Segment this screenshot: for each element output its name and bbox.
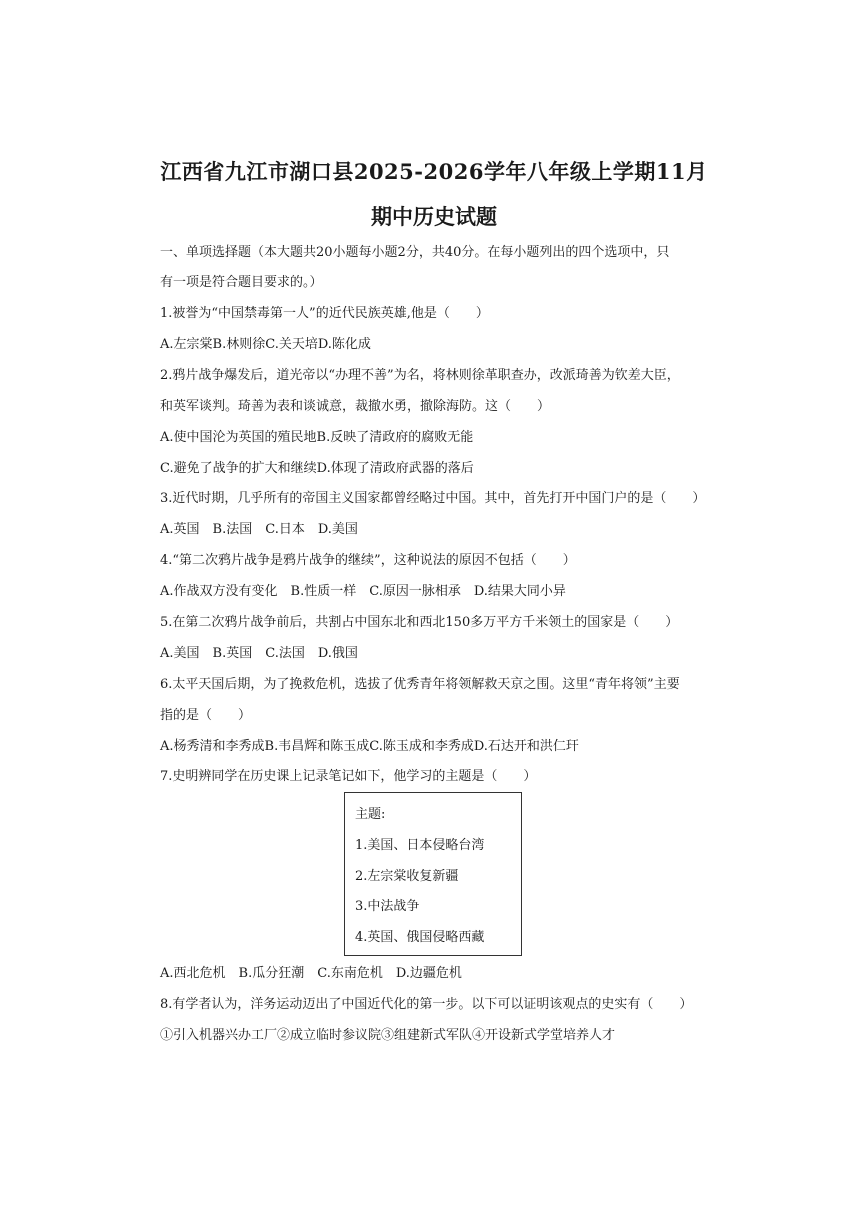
q2-stem-line1: 2.鸦片战争爆发后，道光帝以“办理不善”为名，将林则徐革职查办，改派琦善为钦差大臣， <box>160 368 680 383</box>
q7-notes-item-3: 3.中法战争 <box>355 899 420 914</box>
q2-options-line2: C.避免了战争的扩大和继续D.体现了清政府武器的落后 <box>160 461 474 476</box>
q6-stem-line2: 指的是（ ） <box>160 708 252 723</box>
q4-options: A.作战双方没有变化 B.性质一样 C.原因一脉相承 D.结果大同小异 <box>160 584 566 599</box>
q7-options: A.西北危机 B.瓜分狂潮 C.东南危机 D.边疆危机 <box>160 966 462 981</box>
q8-stem: 8.有学者认为，洋务运动迈出了中国近代化的第一步。以下可以证明该观点的史实有（ ） <box>160 997 693 1012</box>
exam-title-line1: 江西省九江市湖口县2025-2026学年八年级上学期11月 <box>160 159 708 184</box>
q3-stem: 3.近代时期，几乎所有的帝国主义国家都曾经略过中国。其中，首先打开中国门户的是（ ） <box>160 491 706 506</box>
q6-stem-line1: 6.太平天国后期，为了挽救危机，选拔了优秀青年将领解救天京之围。这里“青年将领”主要 <box>160 677 680 692</box>
q7-stem: 7.史明辨同学在历史课上记录笔记如下，他学习的主题是（ ） <box>160 769 537 784</box>
q7-notes-header: 主题: <box>355 807 386 822</box>
q7-notes-box <box>344 792 522 956</box>
q5-options: A.美国 B.英国 C.法国 D.俄国 <box>160 646 358 661</box>
q4-stem: 4.“第二次鸦片战争是鸦片战争的继续”，这种说法的原因不包括（ ） <box>160 553 576 568</box>
q8-items: ①引入机器兴办工厂②成立临时参议院③组建新式军队④开设新式学堂培养人才 <box>160 1028 616 1043</box>
q5-stem: 5.在第二次鸦片战争前后，共割占中国东北和西北150多万平方千米领土的国家是（ ） <box>160 615 679 630</box>
q6-options: A.杨秀清和李秀成B.韦昌辉和陈玉成C.陈玉成和李秀成D.石达开和洪仁玕 <box>160 739 579 754</box>
section-instruction-line2: 有一项是符合题目要求的。） <box>160 275 323 290</box>
q7-notes-item-4: 4.英国、俄国侵略西藏 <box>355 930 485 945</box>
section-instruction-line1: 一、单项选择题（本大题共20小题每小题2分，共40分。在每小题列出的四个选项中，只 <box>160 245 670 260</box>
q2-options-line1: A.使中国沦为英国的殖民地B.反映了清政府的腐败无能 <box>160 430 474 445</box>
exam-title-line2: 期中历史试题 <box>371 204 497 229</box>
q3-options: A.英国 B.法国 C.日本 D.美国 <box>160 522 358 537</box>
q1-stem: 1.被誉为“中国禁毒第一人”的近代民族英雄,他是（ ） <box>160 306 489 321</box>
q7-notes-item-1: 1.美国、日本侵略台湾 <box>355 838 485 853</box>
q2-stem-line2: 和英军谈判。琦善为表和谈诚意，裁撤水勇，撤除海防。这（ ） <box>160 399 551 414</box>
q1-options: A.左宗棠B.林则徐C.关天培D.陈化成 <box>160 337 371 352</box>
q7-notes-item-2: 2.左宗棠收复新疆 <box>355 869 459 884</box>
